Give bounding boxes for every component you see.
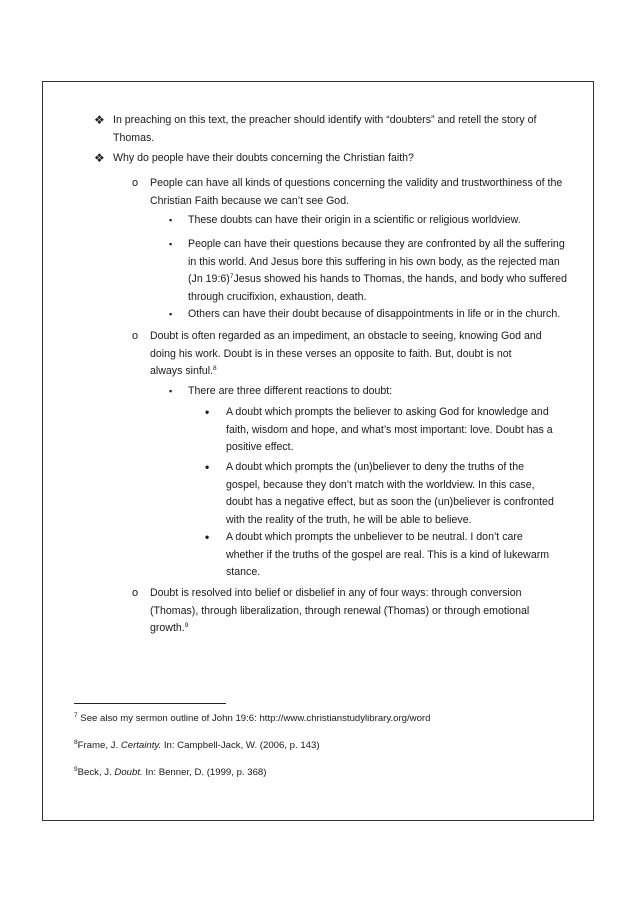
- list-item: These doubts can have their origin in a scientific or religious worldview.: [188, 214, 521, 226]
- diamond-bullet-icon: ❖: [94, 151, 105, 165]
- dot-bullet-icon: •: [205, 460, 210, 474]
- footnote-number: 8: [74, 739, 78, 746]
- list-item: Others can have their doubt because of disappointments in life or in the church.: [188, 308, 561, 320]
- footnote-author: Frame, J.: [77, 740, 121, 751]
- list-item: [188, 236, 574, 306]
- square-bullet-icon: ▪: [169, 386, 173, 396]
- list-item: A doubt which prompts the believer to asking God for knowledge and faith, wisdom and hope, and what’s most important: love. Doubt has a positive effect.: [226, 406, 553, 453]
- dot-bullet-icon: •: [205, 405, 210, 419]
- footnote-9: [74, 766, 266, 780]
- footnote-author: Beck, J.: [77, 767, 115, 778]
- footnote-source: In: Campbell-Jack, W. (2006, p. 143): [161, 740, 320, 751]
- footnote-title: Certainty.: [120, 740, 162, 751]
- square-bullet-icon: ▪: [169, 239, 173, 249]
- list-item: A doubt which prompts the (un)believer to deny the truths of the gospel, because they don’t match with the worldview. In this case, doubt has a negative effect, but as soon the (un)believer is confronted with the reality of the truth, he will be able to believe.: [226, 461, 554, 526]
- list-item: [150, 585, 550, 638]
- list-item: In preaching on this text, the preacher should identify with “doubters” and retell the story of Thomas.: [113, 114, 537, 144]
- footnote-source: In: Benner, D. (1999, p. 368): [142, 767, 267, 778]
- list-item: [150, 328, 545, 381]
- footnote-number: 7: [74, 712, 78, 719]
- footnote-8: [74, 739, 320, 753]
- dot-bullet-icon: •: [205, 530, 210, 544]
- diamond-bullet-icon: ❖: [94, 113, 105, 127]
- footnote-ref[interactable]: 9: [184, 622, 189, 629]
- footnote-number: 9: [74, 766, 78, 773]
- list-item-text: People can have their questions because they are confronted by all the suffering in this world. And Jesus bore this suffering in his own body, as the rejected man (Jn 19:6): [188, 238, 565, 285]
- list-item-text: Jesus showed his hands to Thomas, the hands, and body who suffered through crucifixion, exhaustion, death.: [188, 273, 567, 303]
- list-item-text: Doubt is resolved into belief or disbelief in any of four ways: through conversion (Thomas), through liberalization, through renewal (Thomas) or through emotional growth.: [150, 587, 530, 634]
- list-item: Why do people have their doubts concerning the Christian faith?: [113, 152, 414, 164]
- footnote-ref[interactable]: 7: [229, 273, 234, 280]
- list-item: There are three different reactions to doubt:: [188, 385, 393, 397]
- circle-bullet-icon: o: [132, 587, 139, 599]
- footnote-ref[interactable]: 8: [213, 365, 217, 372]
- footnote-7: [74, 712, 430, 726]
- footnote-divider: [74, 703, 226, 704]
- circle-bullet-icon: o: [132, 330, 139, 342]
- footnote-text[interactable]: See also my sermon outline of John 19:6: http://www.christianstudylibrary.org/word: [77, 713, 431, 724]
- circle-bullet-icon: o: [132, 177, 139, 189]
- list-item: People can have all kinds of questions concerning the validity and trustworthiness of the Christian Faith because we can’t see God.: [150, 177, 563, 207]
- square-bullet-icon: ▪: [169, 215, 173, 225]
- footnote-title: Doubt.: [114, 767, 143, 778]
- list-item-text: Doubt is often regarded as an impediment, an obstacle to seeing, knowing God and doing his work. Doubt is in these verses an opposite to faith. But, doubt is not always sinful.: [150, 330, 542, 377]
- square-bullet-icon: ▪: [169, 309, 173, 319]
- list-item: A doubt which prompts the unbeliever to be neutral. I don’t care whether if the truths of the gospel are real. This is a kind of lukewarm stance.: [226, 531, 550, 578]
